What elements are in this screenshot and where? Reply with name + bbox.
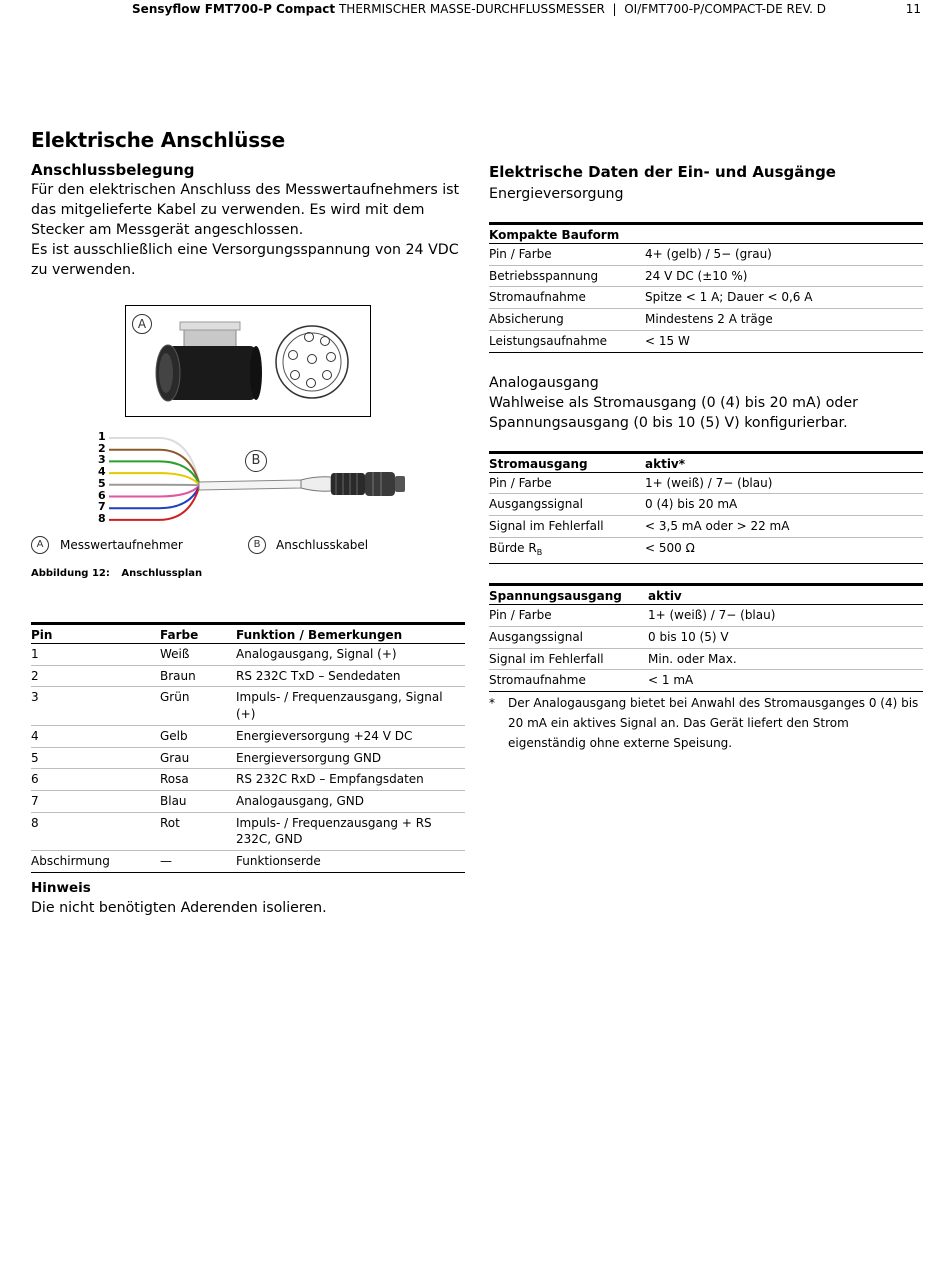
burden-label: Bürde R xyxy=(489,540,537,555)
running-title xyxy=(132,2,826,16)
caption-number: Abbildung 12: xyxy=(31,568,110,579)
cable-illustration xyxy=(31,430,465,530)
caption-text: Anschlussplan xyxy=(121,568,203,579)
cell-value: Spitze < 1 A; Dauer < 0,6 A xyxy=(645,287,923,309)
cell-color: Gelb xyxy=(160,725,236,747)
cell-parameter: Stromaufnahme xyxy=(489,670,648,692)
pin-hole-6 xyxy=(290,370,300,380)
cell-parameter: Stromaufnahme xyxy=(489,287,645,309)
cell-function: Impuls- / Frequenzausgang, Signal (+) xyxy=(236,687,465,725)
cell-value: 0 bis 10 (5) V xyxy=(648,627,923,649)
product-name: Sensyflow FMT700-P Compact xyxy=(132,2,336,16)
table-row xyxy=(489,515,923,537)
wire-number-5: 5 xyxy=(98,476,106,490)
cell-value: 4+ (gelb) / 5− (grau) xyxy=(645,244,923,266)
wire-number-8: 8 xyxy=(98,511,106,525)
cell-pin: 7 xyxy=(31,790,160,812)
section-title-anschlussbelegung: Anschlussbelegung xyxy=(31,161,195,179)
table-row xyxy=(489,287,923,309)
cell-function: RS 232C RxD – Empfangsdaten xyxy=(236,769,465,791)
column-header-farbe: Farbe xyxy=(160,624,236,644)
wire-group xyxy=(109,438,199,520)
table-row xyxy=(489,537,923,564)
connection-diagram xyxy=(31,300,465,590)
cell-pin: 1 xyxy=(31,644,160,666)
wire-number-6: 6 xyxy=(98,488,106,502)
pin-hole-2 xyxy=(320,336,330,346)
cell-color: Grau xyxy=(160,747,236,769)
table-row xyxy=(489,670,923,692)
table-row xyxy=(31,665,465,687)
table-row xyxy=(31,790,465,812)
footnote xyxy=(489,693,923,753)
cell-pin: 8 xyxy=(31,812,160,850)
table-row xyxy=(31,812,465,850)
table-row xyxy=(31,644,465,666)
table-header-row xyxy=(489,224,923,244)
table-header-row xyxy=(489,452,923,472)
cell-parameter: Pin / Farbe xyxy=(489,244,645,266)
table-row xyxy=(31,769,465,791)
analog-output-title: Analogausgang xyxy=(489,374,599,391)
pin-hole-3 xyxy=(326,352,336,362)
column-header-stromausgang: Stromausgang xyxy=(489,452,645,472)
section-title-electrical-data: Elektrische Daten der Ein- und Ausgänge xyxy=(489,163,836,181)
wire-number-3: 3 xyxy=(98,453,106,467)
document-title: THERMISCHER MASSE-DURCHFLUSSMESSER xyxy=(338,2,605,16)
current-output-table xyxy=(489,451,923,565)
footnote-text: Der Analogausgang bietet bei Anwahl des Stromausganges 0 (4) bis 20 mA ein aktives Signal an. Das Gerät liefert den Strom eigenständig ohne externe Speisung. xyxy=(508,696,919,751)
page-number: 11 xyxy=(905,2,921,16)
cell-color: Rot xyxy=(160,812,236,850)
table-row xyxy=(489,309,923,331)
note-text: Die nicht benötigten Aderenden isolieren. xyxy=(31,900,327,916)
column-header-empty xyxy=(645,224,923,244)
wire-4 xyxy=(109,473,199,484)
cell-function: Analogausgang, Signal (+) xyxy=(236,644,465,666)
cell-value: 1+ (weiß) / 7− (blau) xyxy=(645,472,923,494)
table-row xyxy=(31,725,465,747)
cell-value: < 15 W xyxy=(645,330,923,352)
cell-value: 1+ (weiß) / 7− (blau) xyxy=(648,605,923,627)
wire-number-4: 4 xyxy=(98,465,106,479)
table-row xyxy=(489,494,923,516)
intro-paragraph-1: Für den elektrischen Anschluss des Messwertaufnehmers ist das mitgelieferte Kabel zu verwenden. Es wird mit dem Stecker am Messgerät angeschlossen. xyxy=(31,182,460,238)
cell-value: < 500 Ω xyxy=(645,537,923,564)
column-header-funktion: Funktion / Bemerkungen xyxy=(236,624,465,644)
pin-hole-7 xyxy=(288,350,298,360)
analog-output-text: Wahlweise als Stromausgang (0 (4) bis 20 mA) oder Spannungsausgang (0 bis 10 (5) V) konfigurierbar. xyxy=(489,394,858,431)
document-reference: OI/FMT700-P/COMPACT-DE REV. D xyxy=(624,2,826,16)
pin-hole-4 xyxy=(322,370,332,380)
table-row xyxy=(31,687,465,725)
legend-marker-b: B xyxy=(248,536,266,554)
cell-color: Blau xyxy=(160,790,236,812)
column-header-pin: Pin xyxy=(31,624,160,644)
right-column xyxy=(489,162,923,753)
cell-pin: 4 xyxy=(31,725,160,747)
figure-caption xyxy=(31,568,210,579)
legend-label-b: Anschlusskabel xyxy=(276,538,369,552)
cell-parameter: Absicherung xyxy=(489,309,645,331)
table-row xyxy=(489,330,923,352)
table-row xyxy=(31,851,465,873)
table-row xyxy=(489,472,923,494)
cell-parameter: Leistungsaufnahme xyxy=(489,330,645,352)
cell-function: Analogausgang, GND xyxy=(236,790,465,812)
figure-label-a: A xyxy=(132,314,152,334)
intro-paragraph-2: Es ist ausschließlich eine Versorgungsspannung von 24 VDC zu verwenden. xyxy=(31,242,459,278)
main-title: Elektrische Anschlüsse xyxy=(31,128,285,152)
cell-color: Weiß xyxy=(160,644,236,666)
cell-parameter: Pin / Farbe xyxy=(489,472,645,494)
table-header-row xyxy=(489,585,923,605)
note-block xyxy=(31,878,465,918)
pin-hole-8 xyxy=(307,354,317,364)
cell-value: Mindestens 2 A träge xyxy=(645,309,923,331)
voltage-output-table xyxy=(489,583,923,692)
cell-pin: 3 xyxy=(31,687,160,725)
wire-2 xyxy=(109,450,199,483)
sensor-image-frame xyxy=(125,305,371,417)
cell-function: Impuls- / Frequenzausgang + RS 232C, GND xyxy=(236,812,465,850)
pin-hole-1 xyxy=(304,332,314,342)
wire-number-1: 1 xyxy=(98,430,106,443)
pin-assignment-table xyxy=(31,622,465,873)
cell-color: Rosa xyxy=(160,769,236,791)
cell-value: 0 (4) bis 20 mA xyxy=(645,494,923,516)
burden-subscript: B xyxy=(536,547,543,557)
cell-parameter: Betriebsspannung xyxy=(489,265,645,287)
left-column xyxy=(31,160,465,280)
table-row xyxy=(31,747,465,769)
cell-pin: 5 xyxy=(31,747,160,769)
wire-number-7: 7 xyxy=(98,500,106,514)
cell-parameter: Signal im Fehlerfall xyxy=(489,648,648,670)
table-row xyxy=(489,648,923,670)
cell-parameter: Ausgangssignal xyxy=(489,494,645,516)
pin-hole-5 xyxy=(306,378,316,388)
cell-value: < 1 mA xyxy=(648,670,923,692)
cell-parameter: Ausgangssignal xyxy=(489,627,648,649)
cell-pin: 6 xyxy=(31,769,160,791)
figure-label-b: B xyxy=(245,450,267,472)
cell-parameter xyxy=(489,537,645,564)
cell-color: — xyxy=(160,851,236,873)
cell-function: RS 232C TxD – Sendedaten xyxy=(236,665,465,687)
cell-parameter: Signal im Fehlerfall xyxy=(489,515,645,537)
cell-function: Energieversorgung +24 V DC xyxy=(236,725,465,747)
cell-function: Energieversorgung GND xyxy=(236,747,465,769)
cell-value: Min. oder Max. xyxy=(648,648,923,670)
legend-label-a: Messwertaufnehmer xyxy=(60,538,183,552)
cell-parameter: Pin / Farbe xyxy=(489,605,648,627)
table-header-row xyxy=(31,624,465,644)
legend-marker-a: A xyxy=(31,536,49,554)
column-header-aktiv: aktiv xyxy=(648,585,923,605)
column-header-aktiv: aktiv* xyxy=(645,452,923,472)
wire-number-2: 2 xyxy=(98,441,106,455)
note-title: Hinweis xyxy=(31,880,91,896)
cell-pin: 2 xyxy=(31,665,160,687)
table-row xyxy=(489,265,923,287)
table-row xyxy=(489,605,923,627)
footnote-marker: * xyxy=(489,696,495,711)
power-supply-table xyxy=(489,222,923,353)
table-row xyxy=(489,627,923,649)
cell-color: Grün xyxy=(160,687,236,725)
cell-value: 24 V DC (±10 %) xyxy=(645,265,923,287)
title-separator: | xyxy=(612,2,617,16)
power-supply-subtitle: Energieversorgung xyxy=(489,186,624,202)
page-header xyxy=(0,2,950,20)
cell-pin: Abschirmung xyxy=(31,851,160,873)
column-header-spannungsausgang: Spannungsausgang xyxy=(489,585,648,605)
table-row xyxy=(489,244,923,266)
cell-value: < 3,5 mA oder > 22 mA xyxy=(645,515,923,537)
cell-color: Braun xyxy=(160,665,236,687)
column-header-bauform: Kompakte Bauform xyxy=(489,224,645,244)
wire-6 xyxy=(109,486,199,497)
cell-function: Funktionserde xyxy=(236,851,465,873)
